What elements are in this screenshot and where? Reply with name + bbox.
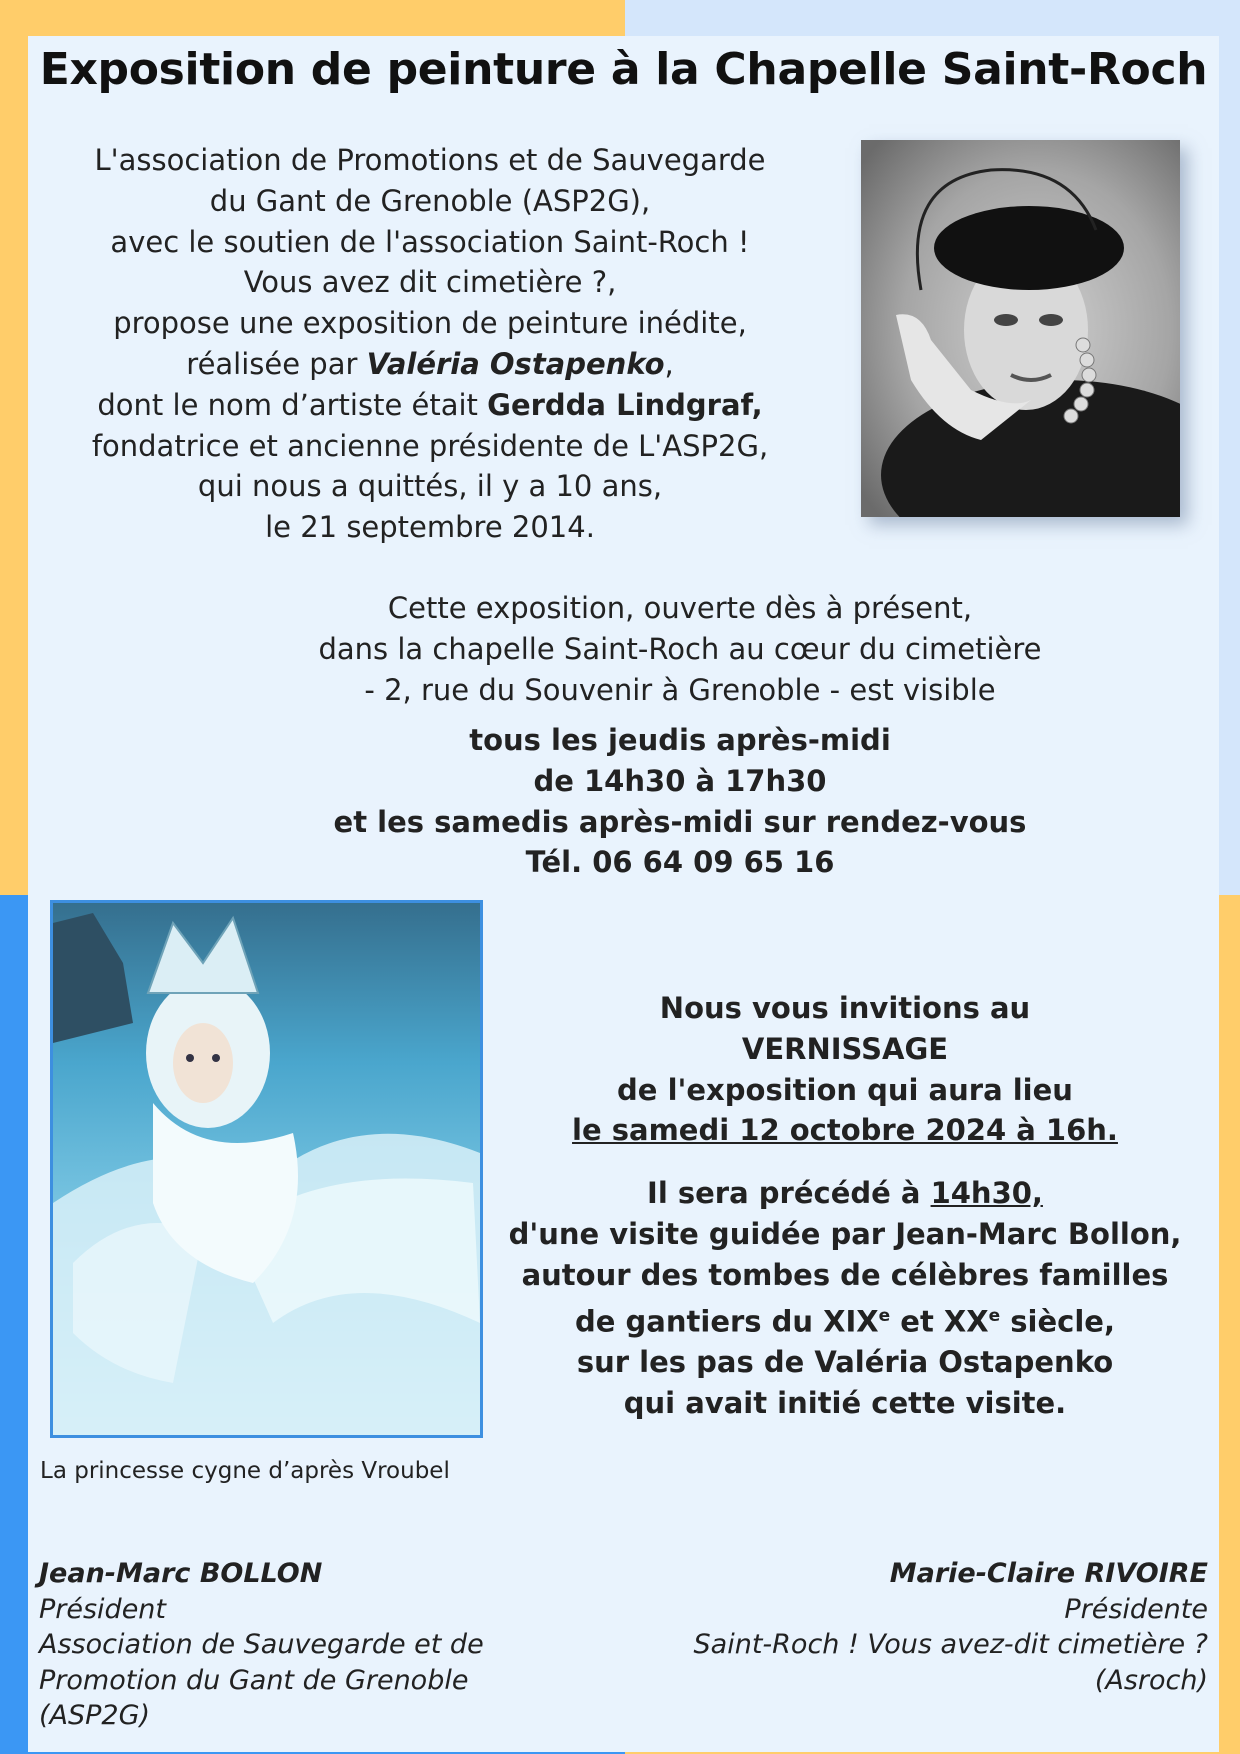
invite-line: d'une visite guidée par Jean-Marc Bollon,	[508, 1216, 1182, 1251]
painting-illustration	[53, 903, 480, 1435]
invite-line	[480, 1173, 1210, 1214]
invite-text: et XX	[890, 1304, 989, 1339]
guided-tour-time: 14h30,	[930, 1176, 1043, 1211]
invite-line: Nous vous invitions au	[659, 991, 1031, 1025]
intro-text: dont le nom d’artiste était	[97, 387, 488, 422]
opening-hours	[230, 720, 1130, 883]
intro-line: qui nous a quittés, il y a 10 ans,	[197, 469, 663, 504]
invite-line	[480, 1296, 1210, 1342]
page-title: Exposition de peinture à la Chapelle Saint-Roch	[39, 44, 1208, 95]
painting-caption: La princesse cygne d’après Vroubel	[40, 1458, 450, 1484]
intro-line: propose une exposition de peinture inédite,	[113, 306, 747, 341]
signatory-role: Président	[39, 1593, 167, 1625]
invite-line: de l'exposition qui aura lieu	[617, 1072, 1073, 1107]
intro-text: réalisée par	[186, 346, 367, 381]
signature-left	[39, 1556, 599, 1734]
signatory-organization: Promotion du Gant de Grenoble	[39, 1664, 469, 1696]
visit-line: Cette exposition, ouverte dès à présent,	[387, 591, 973, 625]
signatory-organization: (ASP2G)	[39, 1700, 151, 1731]
portrait-illustration	[861, 140, 1180, 517]
vernissage-invitation	[480, 988, 1210, 1424]
intro-line: L'association de Promotions et de Sauvegarde	[94, 143, 766, 177]
signatory-role: Présidente	[1064, 1593, 1208, 1625]
intro-line: fondatrice et ancienne présidente de L'ASP2G,	[91, 428, 769, 463]
signatory-name: Marie-Claire RIVOIRE	[889, 1558, 1208, 1589]
superscript: e	[988, 1305, 1001, 1326]
signatory-organization: (Asroch)	[1094, 1664, 1208, 1696]
signatory-name: Jean-Marc BOLLON	[39, 1558, 323, 1589]
superscript: e	[878, 1305, 891, 1326]
intro-line	[30, 344, 830, 385]
invite-line: autour des tombes de célèbres familles	[521, 1257, 1169, 1292]
intro-line: le 21 septembre 2014.	[265, 510, 595, 545]
invite-text: Il sera précédé à	[647, 1176, 931, 1211]
hours-line: tous les jeudis après-midi	[469, 723, 891, 757]
signature-right	[600, 1556, 1208, 1698]
hours-line: de 14h30 à 17h30	[533, 763, 827, 798]
visit-info	[230, 588, 1130, 710]
swan-princess-painting	[50, 900, 483, 1438]
intro-line: avec le soutien de l'association Saint-Roch !	[110, 224, 750, 259]
invite-line: qui avait initié cette visite.	[623, 1385, 1067, 1420]
artist-pseudonym: Gerdda Lindgraf,	[487, 387, 763, 422]
signatory-organization: Saint-Roch ! Vous avez-dit cimetière ?	[693, 1629, 1208, 1660]
intro-text: ,	[664, 346, 674, 381]
hours-line: et les samedis après-midi sur rendez-vous	[333, 804, 1027, 839]
invite-text: siècle,	[1000, 1304, 1115, 1339]
invite-text: de gantiers du XIX	[575, 1304, 879, 1339]
vernissage-date: le samedi 12 octobre 2024 à 16h.	[572, 1113, 1118, 1148]
artist-name: Valéria Ostapenko	[366, 346, 665, 381]
invite-heading: VERNISSAGE	[741, 1031, 949, 1066]
intro-paragraph	[30, 140, 830, 548]
invite-line: sur les pas de Valéria Ostapenko	[576, 1345, 1114, 1380]
intro-line: du Gant de Grenoble (ASP2G),	[209, 183, 651, 218]
visit-line: dans la chapelle Saint-Roch au cœur du cimetière	[318, 631, 1042, 666]
phone-number: Tél. 06 64 09 65 16	[525, 845, 835, 880]
intro-line: Vous avez dit cimetière ?,	[243, 265, 617, 300]
visit-line: - 2, rue du Souvenir à Grenoble - est visible	[364, 672, 996, 707]
signatory-organization: Association de Sauvegarde et de	[39, 1629, 484, 1660]
intro-line	[30, 385, 830, 426]
artist-portrait-photo	[861, 140, 1180, 517]
